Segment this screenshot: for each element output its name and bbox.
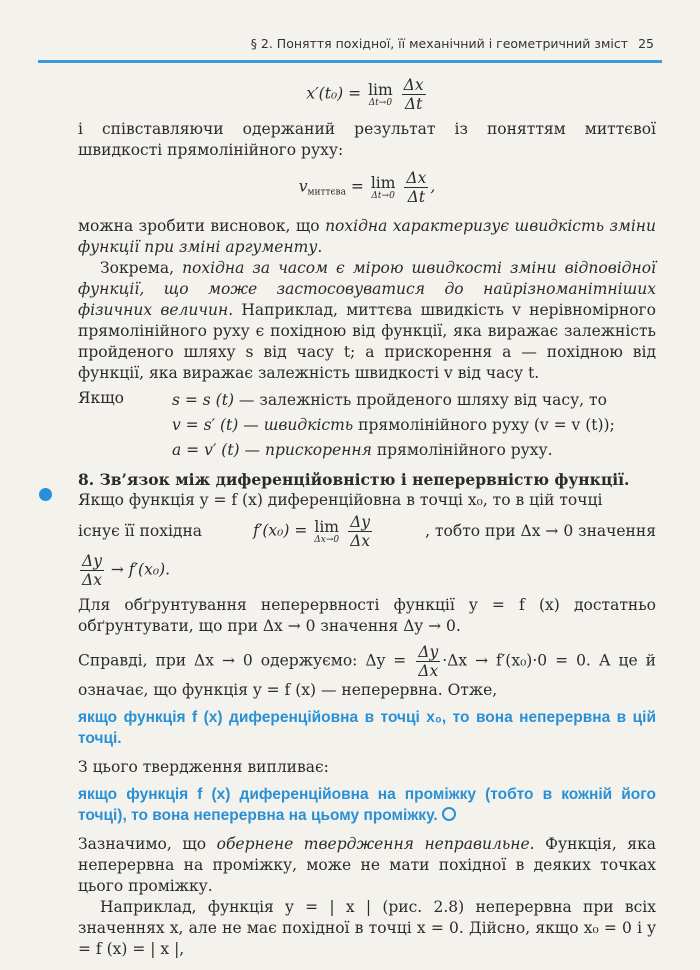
- yakscho-block: [78, 388, 656, 463]
- paragraph-follows: З цього твердження випливає:: [78, 758, 329, 776]
- running-title: § 2. Поняття похідної, її механічний і геометричний зміст: [250, 36, 628, 51]
- formula-lhs: x′(t₀) =: [306, 84, 362, 103]
- header-rule: [38, 60, 662, 63]
- paragraph-differentiable: Якщо функція y = f (x) диференційовна в точці x₀, то в цій точці: [78, 491, 603, 509]
- formula-velocity: vмиттєва = lim Δt→0 $\frac{\Delta x}{\Delta t}$ ,: [298, 169, 436, 206]
- end-circle-icon: [442, 807, 456, 821]
- paragraph-conclusion: можна зробити висновок, що похідна характеризує швидкість зміни функції при зміні аргументу.: [78, 217, 656, 256]
- text-comparison: і співставляючи одержаний результат із поняттям миттєвої швидкості прямолінійного руху:: [78, 120, 656, 159]
- section-heading: 8. Зв’язок між диференційовністю і неперервністю функції.: [78, 470, 630, 489]
- formula-fraction: $\frac{\Delta x}{\Delta t}$: [403, 76, 424, 113]
- formula-lim: lim Δt→0: [368, 80, 393, 108]
- corollary-interval: якщо функція f (x) диференційовна на проміжку (тобто в кожній його точці), то вона неперервна на цьому проміжку.: [78, 786, 656, 824]
- bullet-marker-icon: [39, 488, 52, 501]
- page-body: [78, 72, 656, 960]
- page-header: [0, 36, 700, 60]
- derivative-line: існує її похідна f′(x₀) = lim Δx→0 $\frac{\Delta y}{\Delta x}$ , тобто при Δx → 0 значення: [78, 513, 656, 550]
- theorem-continuity: якщо функція f (x) диференційовна в точці x₀, то вона неперервна в цій точці.: [78, 709, 656, 747]
- yakscho-line-1: s = s (t) — залежність пройденого шляху від часу, то: [172, 391, 607, 409]
- limit-line: $\frac{\Delta y}{\Delta x}$ → f′(x₀).: [82, 552, 171, 589]
- paragraph-proof: Справді, при Δx → 0 одержуємо: Δy = $\frac{\Delta y}{\Delta x}$ ·Δx → f′(x₀)·0 = 0. А це й означає, що функція y = f (x) — неперервна. Отже,: [78, 643, 656, 699]
- formula-derivative-time: [78, 76, 656, 113]
- yakscho-line-2: v = s′ (t) — швидкість прямолінійного руху (v = v (t));: [172, 416, 615, 434]
- page-number: 25: [638, 36, 654, 51]
- yakscho-line-3: a = v′ (t) — прискорення прямолінійного руху.: [172, 441, 553, 459]
- paragraph-converse: Зазначимо, що обернене твердження неправильне. Функція, яка неперервна на проміжку, може не мати похідної в деяких точках цього проміжку.: [78, 835, 656, 895]
- paragraph-example: Наприклад, функція y = | x | (рис. 2.8) неперервна при всіх значеннях x, але не має похідної в точці x = 0. Дійсно, якщо x₀ = 0 і y = f (x) = | x |,: [78, 898, 656, 958]
- paragraph-justification: Для обґрунтування неперервності функції y = f (x) достатньо обґрунтувати, що при Δx → 0 значення Δy → 0.: [78, 596, 656, 635]
- yakscho-label: Якщо: [78, 389, 124, 407]
- paragraph-zokrema: Зокрема, похідна за часом є мірою швидкості зміни відповідної функції, що може застосовуватися до найрізноманітніших фізичних величин. Наприклад, миттєва швидкість v нерівномірного прямолінійного руху є похідною від функції, яка виражає залежність пройденого шляху s від часу t; а прискорення a — похідною від функції, яка виражає залежність швидкості v від часу t.: [78, 259, 656, 382]
